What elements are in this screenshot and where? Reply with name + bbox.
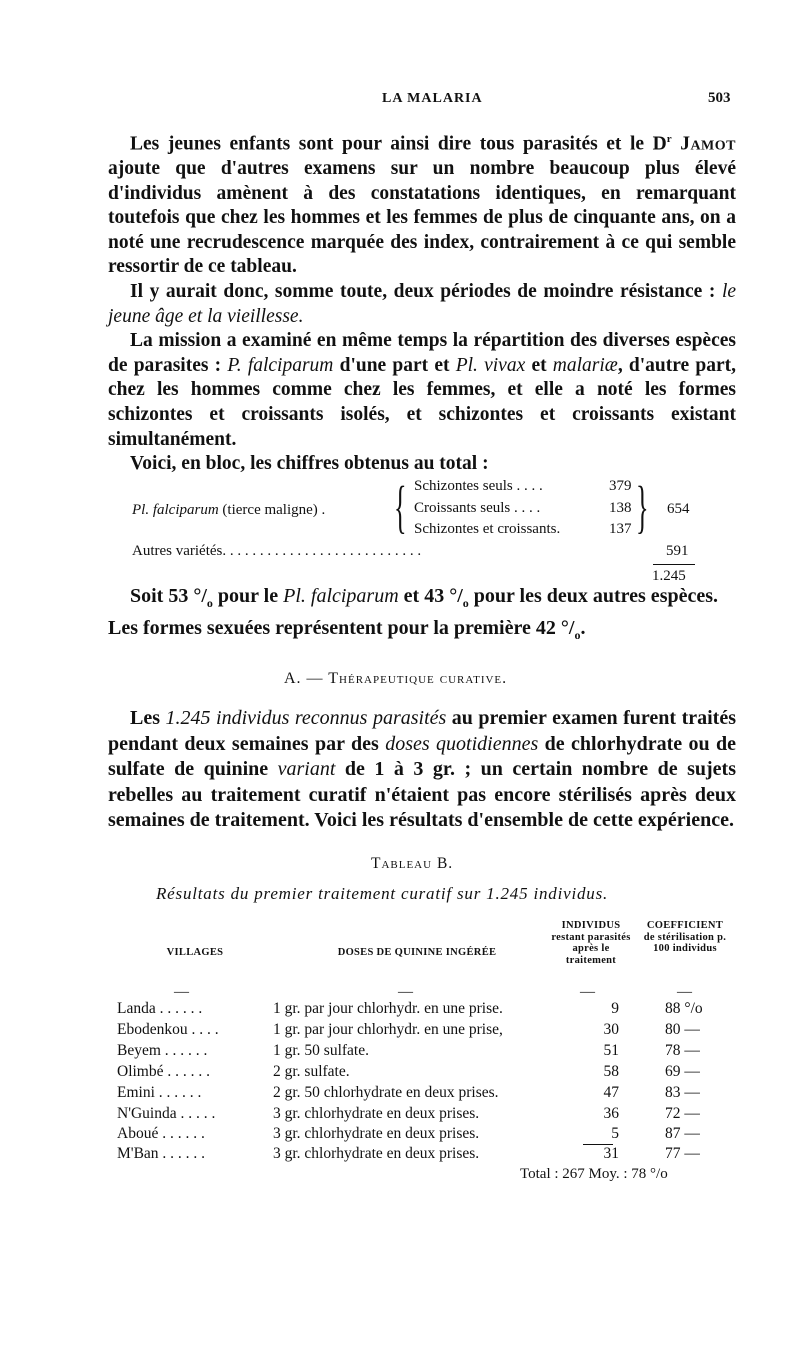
coefficient-cell: 69 — [665, 1063, 700, 1080]
coefficient-cell: 78 — [665, 1042, 700, 1059]
table-row [117, 1063, 737, 1083]
species-row-label: Schizontes seuls . . . . [414, 478, 543, 494]
coefficient-cell: 83 — [665, 1084, 700, 1101]
species-row-label: Schizontes et croissants. [414, 521, 561, 537]
village-cell: M'Ban . . . . . . [117, 1145, 206, 1162]
summary-text [108, 584, 736, 648]
col-header-individus: INDIVIDUS restant parasités après le traitement [551, 920, 631, 966]
species-row-value: 137 [609, 521, 632, 537]
dose-cell: 2 gr. sulfate. [273, 1063, 350, 1080]
village-cell: Olimbé . . . . . . [117, 1063, 210, 1080]
coefficient-cell: 80 — [665, 1021, 700, 1038]
col-header-coefficient: COEFFICIENT de stérilisation p. 100 individus [643, 920, 727, 954]
dose-cell: 1 gr. par jour chlorhydr. en une prise. [273, 1000, 503, 1017]
table-row [117, 1145, 737, 1165]
total-rule [583, 1144, 613, 1145]
page-number: 503 [708, 90, 731, 106]
remaining-cell: 51 [603, 1042, 619, 1059]
falciparum-label: Pl. falciparum (tierce maligne) . [132, 502, 326, 518]
other-varieties-label: Autres variétés. . . . . . . . . . . . . . . . . . . . . . . . . . . [132, 543, 422, 559]
village-cell: Beyem . . . . . . [117, 1042, 208, 1059]
therapy-text [108, 706, 736, 834]
summary-line-1: Soit 53 $^\circ/_o$ pour le Pl. falciparum et 43 $^\circ/_o$ pour les deux autres espèces. [130, 585, 719, 610]
right-brace: } [636, 474, 649, 539]
village-cell: N'Guinda . . . . . [117, 1105, 216, 1122]
coefficient-cell: 77 — [665, 1145, 700, 1162]
dose-cell: 3 gr. chlorhydrate en deux prises. [273, 1125, 480, 1142]
dose-cell: 2 gr. 50 chlorhydrate en deux prises. [273, 1084, 499, 1101]
village-cell: Ebodenkou . . . . [117, 1021, 219, 1038]
grand-total: 1.245 [652, 568, 686, 584]
left-brace: { [394, 474, 407, 539]
table-row [117, 1125, 737, 1145]
col-header-doses: DOSES DE QUININE INGÉRÉE [337, 947, 497, 958]
coefficient-cell: 88 °/o [665, 1000, 703, 1017]
remaining-cell: 5 [611, 1125, 619, 1142]
paragraph-resistance: Il y aurait donc, somme toute, deux périodes de moindre résistance : le jeune âge et la vieillesse. [108, 281, 737, 327]
table-total: Total : 267 Moy. : 78 °/o [520, 1166, 668, 1182]
remaining-cell: 9 [611, 1000, 619, 1017]
other-varieties-value: 591 [666, 543, 689, 559]
remaining-cell: 36 [603, 1105, 619, 1122]
col-header-villages: VILLAGES [166, 947, 224, 958]
summary-line-2: Les formes sexuées représentent pour la première 42 $^\circ/_o$. [108, 617, 586, 642]
village-cell: Landa . . . . . . [117, 1000, 203, 1017]
header-dash: — [174, 984, 189, 1000]
header-dash: — [580, 984, 595, 1000]
header-dash: — [677, 984, 692, 1000]
coefficient-cell: 72 — [665, 1105, 700, 1122]
table-caption: Résultats du premier traitement curatif sur 1.245 individus. [156, 884, 609, 903]
running-title: LA MALARIA [382, 91, 483, 106]
section-heading: A. — Thérapeutique curative. [284, 670, 508, 687]
species-row-value: 379 [609, 478, 632, 494]
intro-text [108, 127, 736, 477]
remaining-cell: 31 [603, 1145, 619, 1162]
sum-rule [653, 564, 695, 565]
paragraph-species: La mission a examiné en même temps la répartition des diverses espèces de parasites : P. falciparum d'une part et Pl. vivax et malariæ, d'autre part, chez les hommes comme chez les femmes, et elle a noté les formes schizontes et croissants isolés, et schizontes et croissants existant simultanément. [108, 330, 737, 450]
falciparum-total: 654 [667, 501, 690, 517]
dose-cell: 1 gr. 50 sulfate. [273, 1042, 369, 1059]
remaining-cell: 58 [603, 1063, 619, 1080]
table-row [117, 1042, 737, 1062]
dose-cell: 1 gr. par jour chlorhydr. en une prise, [273, 1021, 503, 1038]
species-row-value: 138 [609, 500, 632, 516]
species-row-label: Croissants seuls . . . . [414, 500, 541, 516]
remaining-cell: 47 [603, 1084, 619, 1101]
dose-cell: 3 gr. chlorhydrate en deux prises. [273, 1105, 480, 1122]
paragraph-children: Les jeunes enfants sont pour ainsi dire tous parasités et le $D^r$ Jamot ajoute que d'autres examens sur un nombre beaucoup plus élevé d'individus amènent à des constatations identiques, en remarquant toutefois que chez les hommes et les femmes de plus de cinquante ans, on a noté une recrudescence marquée des index, contrairement à ce qui semble ressortir de ce tableau. [108, 133, 736, 278]
header-dash: — [398, 984, 413, 1000]
table-row [117, 1105, 737, 1125]
dose-cell: 3 gr. chlorhydrate en deux prises. [273, 1145, 480, 1162]
table-row [117, 1000, 737, 1020]
village-cell: Aboué . . . . . . [117, 1125, 205, 1142]
table-row [117, 1021, 737, 1041]
village-cell: Emini . . . . . . [117, 1084, 202, 1101]
paragraph-figures: Voici, en bloc, les chiffres obtenus au total : [130, 453, 489, 475]
remaining-cell: 30 [603, 1021, 619, 1038]
paragraph-therapy: Les 1.245 individus reconnus parasités au premier examen furent traités pendant deux semaines par des doses quotidiennes de chlorhydrate ou de sulfate de quinine variant de 1 à 3 gr. ; un certain nombre de sujets rebelles au traitement curatif n'étaient pas encore stérilisés après deux semaines de traitement. Voici les résultats d'ensemble de cette expérience. [108, 707, 737, 831]
coefficient-cell: 87 — [665, 1125, 700, 1142]
table-row [117, 1084, 737, 1104]
table-title: Tableau B. [371, 855, 454, 872]
